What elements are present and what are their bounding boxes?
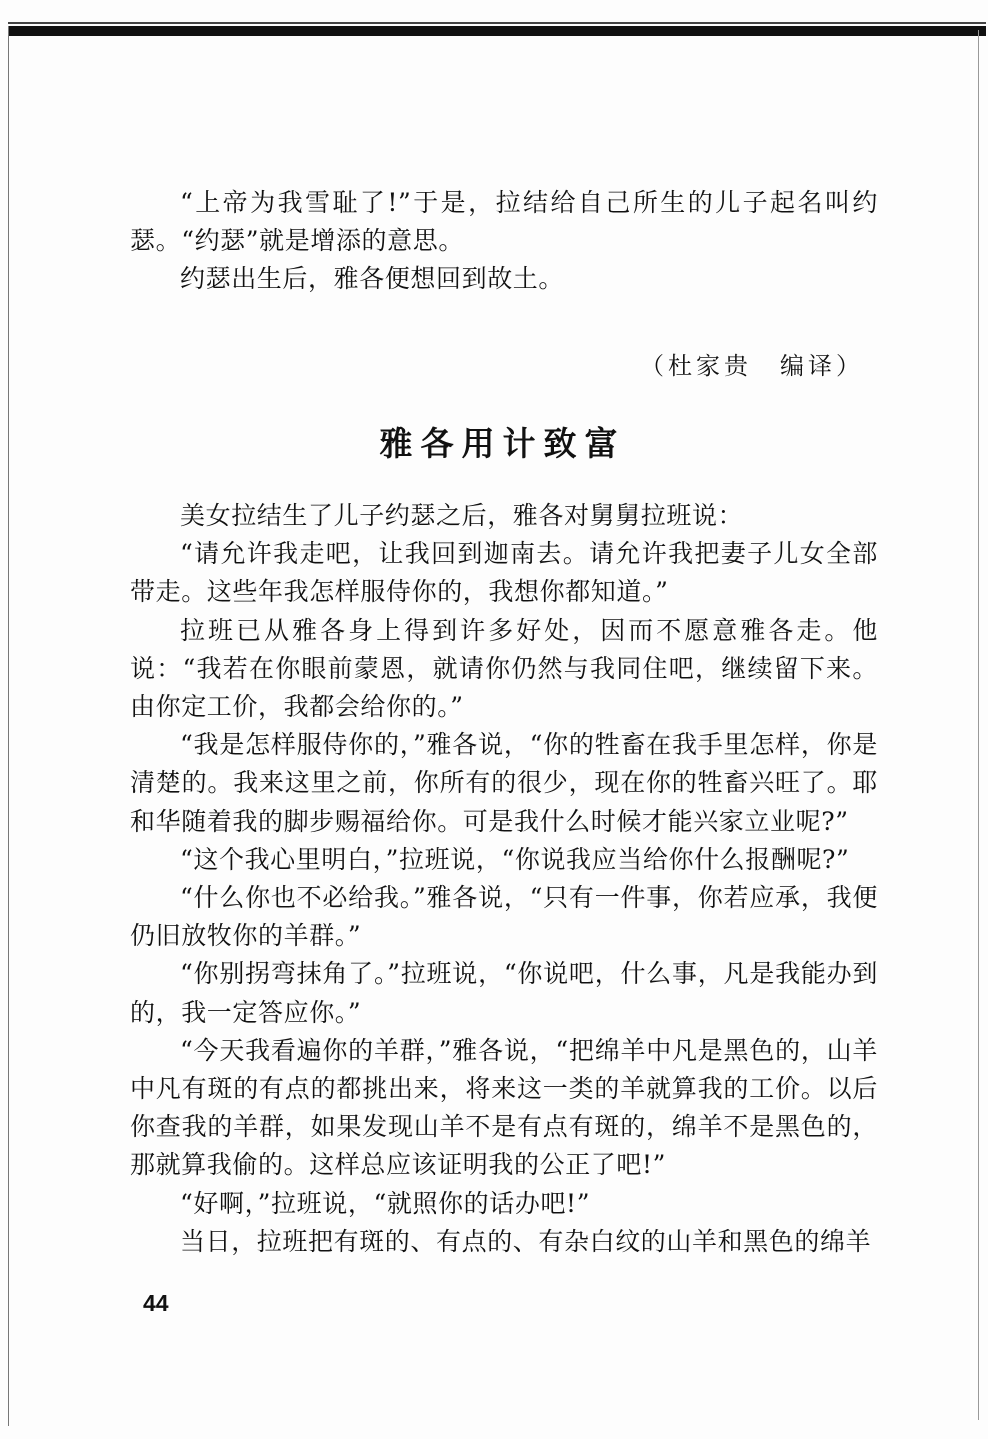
paragraph: “好啊，”拉班说，“就照你的话办吧!”	[180, 1188, 591, 1218]
paragraph: “什么你也不必给我。”雅各说，“只有一件事，你若应承，我便仍旧放牧你的羊群。”	[130, 883, 878, 951]
chapter-body	[130, 497, 878, 1261]
paragraph: 当日，拉班把有斑的、有点的、有杂白纹的山羊和黑色的绵羊	[180, 1226, 872, 1256]
paragraph: 约瑟出生后，雅各便想回到故土。	[180, 264, 565, 294]
paragraph: “你别拐弯抹角了。”拉班说，“你说吧，什么事，凡是我能办到的，我一定答应你。”	[130, 959, 878, 1027]
paragraph: “上帝为我雪耻了!”于是，拉结给自己所生的儿子起名叫约瑟。“约瑟”就是增添的意思。	[130, 188, 878, 256]
page-number: 44	[143, 1290, 169, 1316]
chapter-title: 雅各用计致富	[379, 424, 626, 463]
page-right-edge	[978, 30, 979, 1420]
paragraph: 美女拉结生了儿子约瑟之后，雅各对舅舅拉班说：	[180, 501, 744, 530]
paragraph: “这个我心里明白，”拉班说，“你说我应当给你什么报酬呢?”	[180, 844, 850, 874]
top-rule	[8, 26, 986, 36]
top-rule-thin	[8, 22, 986, 24]
continuation-text	[130, 184, 878, 299]
attribution: （杜家贵 编译）	[640, 352, 864, 380]
paragraph: 拉班已从雅各身上得到许多好处，因而不愿意雅各走。他说：“我若在你眼前蒙恩，就请你仍然与我同住吧，继续留下来。由你定工价，我都会给你的。”	[130, 615, 878, 722]
page-left-edge	[8, 26, 9, 1426]
paragraph: “今天我看遍你的羊群，”雅各说，“把绵羊中凡是黑色的，山羊中凡有斑的有点的都挑出来，将来这一类的羊就算我的工价。以后你查我的羊群，如果发现山羊不是有点有斑的，绵羊不是黑色的，那就算我偷的。这样总应该证明我的公正了吧!”	[130, 1035, 878, 1180]
paragraph: “我是怎样服侍你的，”雅各说，“你的牲畜在我手里怎样，你是清楚的。我来这里之前，你所有的很少，现在你的牲畜兴旺了。耶和华随着我的脚步赐福给你。可是我什么时候才能兴家立业呢?”	[130, 730, 878, 836]
paragraph: “请允许我走吧，让我回到迦南去。请允许我把妻子儿女全部带走。这些年我怎样服侍你的，我想你都知道。”	[130, 539, 878, 607]
